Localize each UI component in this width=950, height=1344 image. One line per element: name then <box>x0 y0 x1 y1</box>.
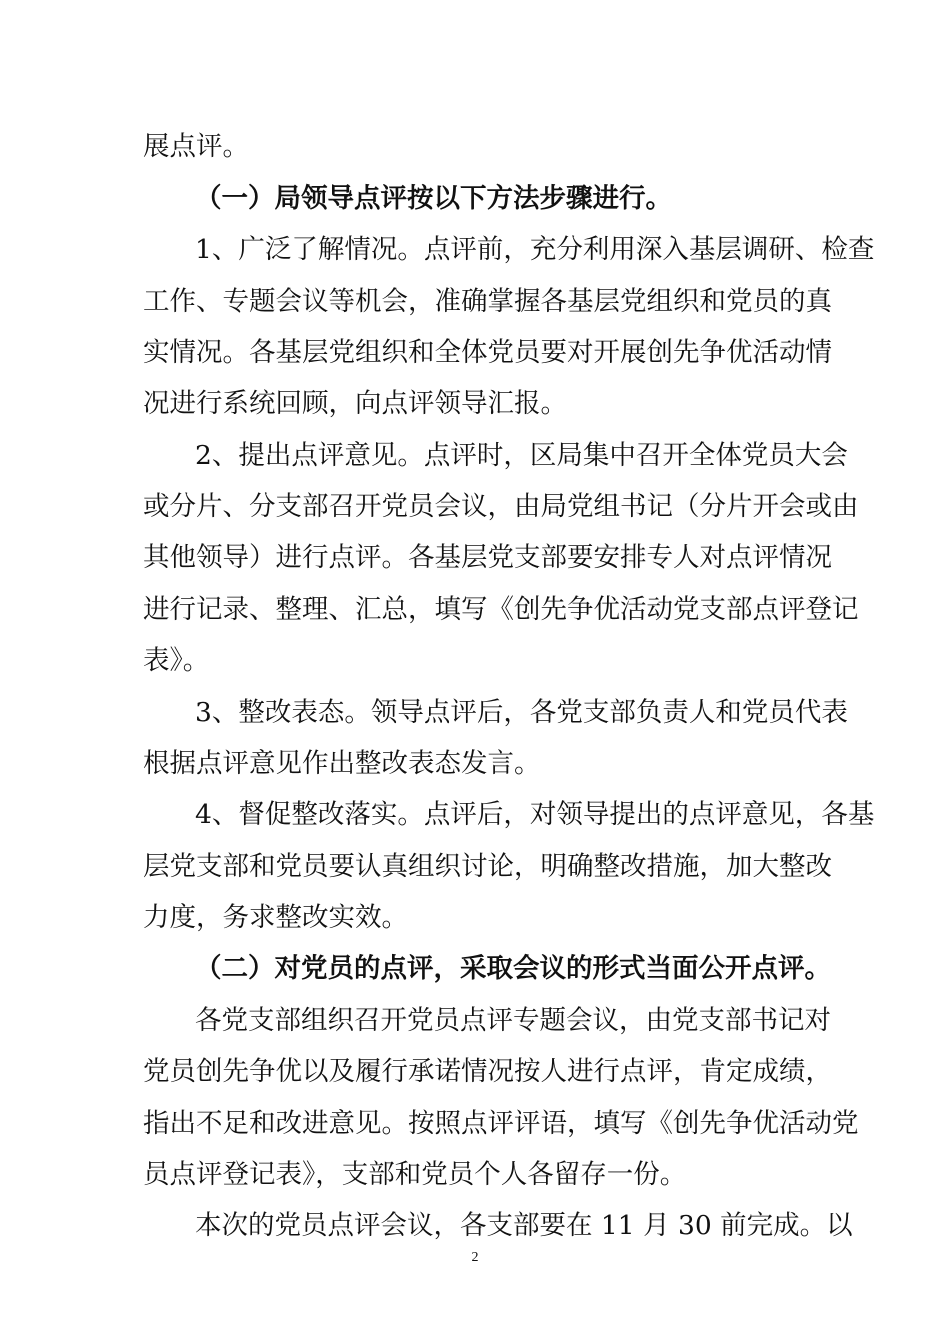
section-heading-2: （二）对党员的点评，采取会议的形式当面公开点评。 <box>195 953 831 984</box>
paragraph-line: 况进行系统回顾，向点评领导汇报。 <box>143 388 567 419</box>
paragraph-line: 党员创先争优以及履行承诺情况按人进行点评，肯定成绩， <box>143 1056 832 1087</box>
paragraph-line: 3、整改表态。领导点评后，各党支部负责人和党员代表 <box>195 697 848 728</box>
paragraph-line: 进行记录、整理、汇总，填写《创先争优活动党支部点评登记 <box>143 594 859 625</box>
paragraph-line: 或分片、分支部召开党员会议，由局党组书记（分片开会或由 <box>143 491 859 522</box>
paragraph-line: 层党支部和党员要认真组织讨论，明确整改措施，加大整改 <box>143 851 832 882</box>
paragraph-line: 工作、专题会议等机会，准确掌握各基层党组织和党员的真 <box>143 286 832 317</box>
paragraph-line: 各党支部组织召开党员点评专题会议，由党支部书记对 <box>195 1005 831 1036</box>
paragraph-line: 展点评。 <box>143 131 249 162</box>
paragraph-line: 力度，务求整改实效。 <box>143 902 408 933</box>
paragraph-line: 根据点评意见作出整改表态发言。 <box>143 748 541 779</box>
paragraph-line: 其他领导）进行点评。各基层党支部要安排专人对点评情况 <box>143 542 832 573</box>
paragraph-line: 2、提出点评意见。点评时，区局集中召开全体党员大会 <box>195 440 848 471</box>
section-heading-1: （一）局领导点评按以下方法步骤进行。 <box>195 183 672 214</box>
paragraph-line: 4、督促整改落实。点评后，对领导提出的点评意见，各基 <box>195 799 875 830</box>
page-number: 2 <box>471 1250 479 1265</box>
paragraph-line: 实情况。各基层党组织和全体党员要对开展创先争优活动情 <box>143 337 832 368</box>
paragraph-line: 本次的党员点评会议，各支部要在 11 月 30 前完成。以 <box>195 1210 853 1241</box>
paragraph-line: 员点评登记表》，支部和党员个人各留存一份。 <box>143 1159 687 1190</box>
paragraph-line: 表》。 <box>143 645 210 676</box>
paragraph-line: 1、广泛了解情况。点评前，充分利用深入基层调研、检查 <box>195 234 875 265</box>
paragraph-line: 指出不足和改进意见。按照点评评语，填写《创先争优活动党 <box>143 1108 859 1139</box>
